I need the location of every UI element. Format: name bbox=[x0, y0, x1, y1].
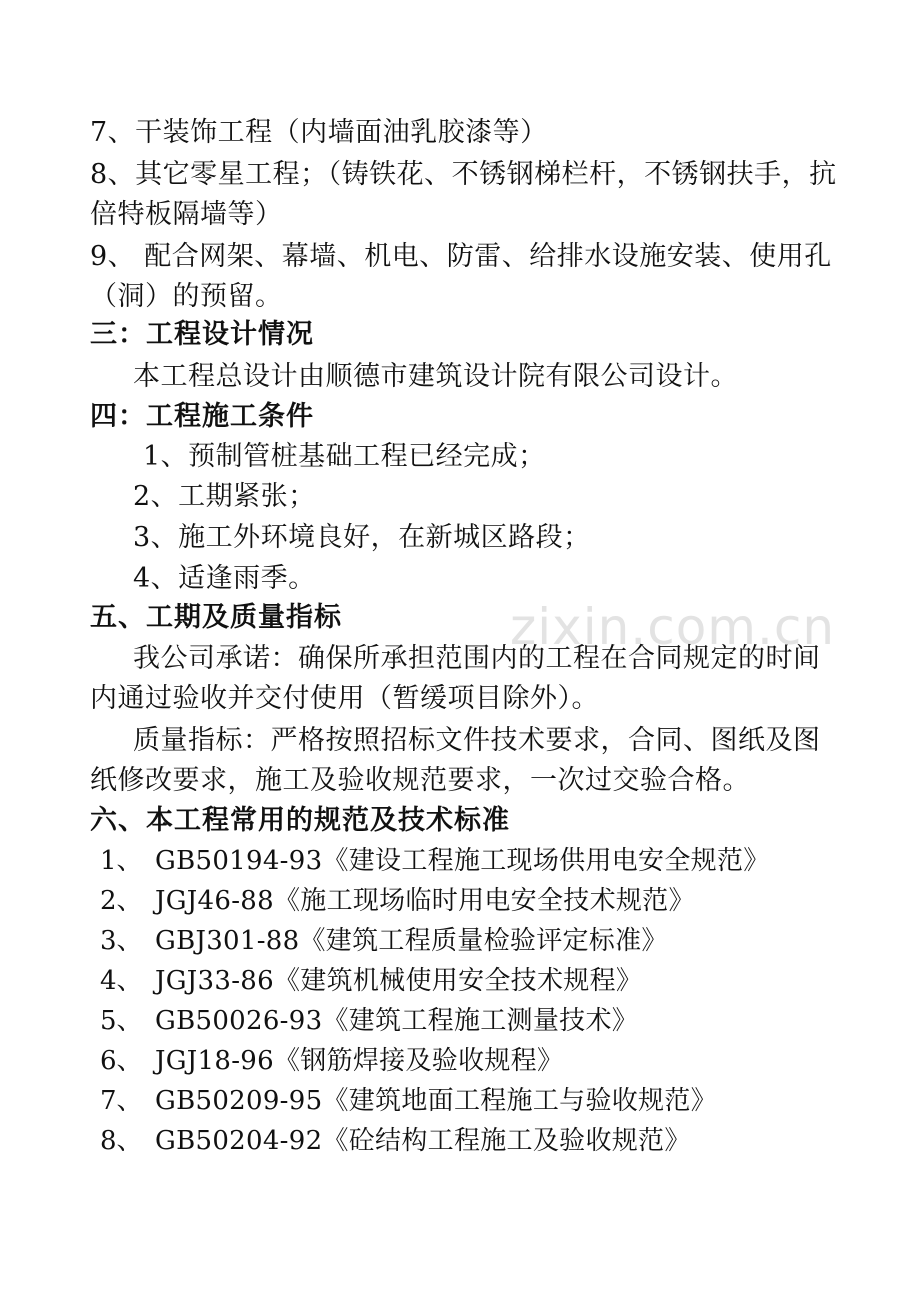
condition-item: 2、工期紧张； bbox=[133, 481, 316, 512]
quality-paragraph-line: 质量指标：严格按照招标文件技术要求，合同、图纸及图 bbox=[133, 725, 821, 756]
condition-item: 1、预制管桩基础工程已经完成； bbox=[143, 441, 546, 472]
standard-title: GB50204-92《砼结构工程施工及验收规范》 bbox=[155, 1126, 691, 1156]
scope-item-8: 8、其它零星工程；（铸铁花、不锈钢梯栏杆，不锈钢扶手，抗 bbox=[90, 159, 837, 190]
standard-title: GB50209-95《建筑地面工程施工与验收规范》 bbox=[155, 1086, 717, 1116]
standard-title: GBJ301-88《建筑工程质量检验评定标准》 bbox=[155, 926, 668, 956]
standard-number: 8、 bbox=[100, 1126, 143, 1156]
standard-number: 3、 bbox=[100, 926, 143, 956]
watermark: zixin.com.cn bbox=[510, 598, 836, 656]
standard-number: 2、 bbox=[100, 886, 143, 916]
section-heading-schedule-quality: 五、工期及质量指标 bbox=[90, 602, 342, 633]
scope-item-8-cont: 倍特板隔墙等） bbox=[90, 199, 283, 230]
section-heading-standards: 六、本工程常用的规范及技术标准 bbox=[90, 805, 510, 836]
standard-number: 6、 bbox=[100, 1046, 143, 1076]
standard-title: JGJ18-96《钢筋焊接及验收规程》 bbox=[155, 1046, 564, 1076]
quality-paragraph-line: 纸修改要求，施工及验收规范要求，一次过交验合格。 bbox=[90, 765, 750, 796]
condition-item: 4、适逢雨季。 bbox=[133, 563, 316, 594]
design-paragraph: 本工程总设计由顺德市建筑设计院有限公司设计。 bbox=[133, 361, 738, 392]
section-heading-conditions: 四：工程施工条件 bbox=[90, 401, 314, 432]
standard-title: GB50194-93《建设工程施工现场供用电安全规范》 bbox=[155, 846, 770, 876]
standard-number: 1、 bbox=[100, 846, 143, 876]
scope-item-9-cont: （洞）的预留。 bbox=[90, 281, 283, 312]
section-heading-design: 三：工程设计情况 bbox=[90, 319, 314, 350]
scope-item-7: 7、干装饰工程（内墙面油乳胶漆等） bbox=[90, 117, 548, 148]
condition-item: 3、施工外环境良好，在新城区路段； bbox=[133, 522, 591, 553]
standard-number: 7、 bbox=[100, 1086, 143, 1116]
commitment-paragraph-line: 我公司承诺：确保所承担范围内的工程在合同规定的时间 bbox=[133, 643, 821, 674]
scope-item-9: 9、 配合网架、幕墙、机电、防雷、给排水设施安装、使用孔 bbox=[90, 241, 832, 272]
standard-number: 5、 bbox=[100, 1006, 143, 1036]
standard-title: GB50026-93《建筑工程施工测量技术》 bbox=[155, 1006, 639, 1036]
standard-number: 4、 bbox=[100, 966, 143, 996]
standard-title: JGJ46-88《施工现场临时用电安全技术规范》 bbox=[155, 886, 695, 916]
commitment-paragraph-line: 内通过验收并交付使用（暂缓项目除外）。 bbox=[90, 683, 599, 714]
standard-title: JGJ33-86《建筑机械使用安全技术规程》 bbox=[155, 966, 643, 996]
